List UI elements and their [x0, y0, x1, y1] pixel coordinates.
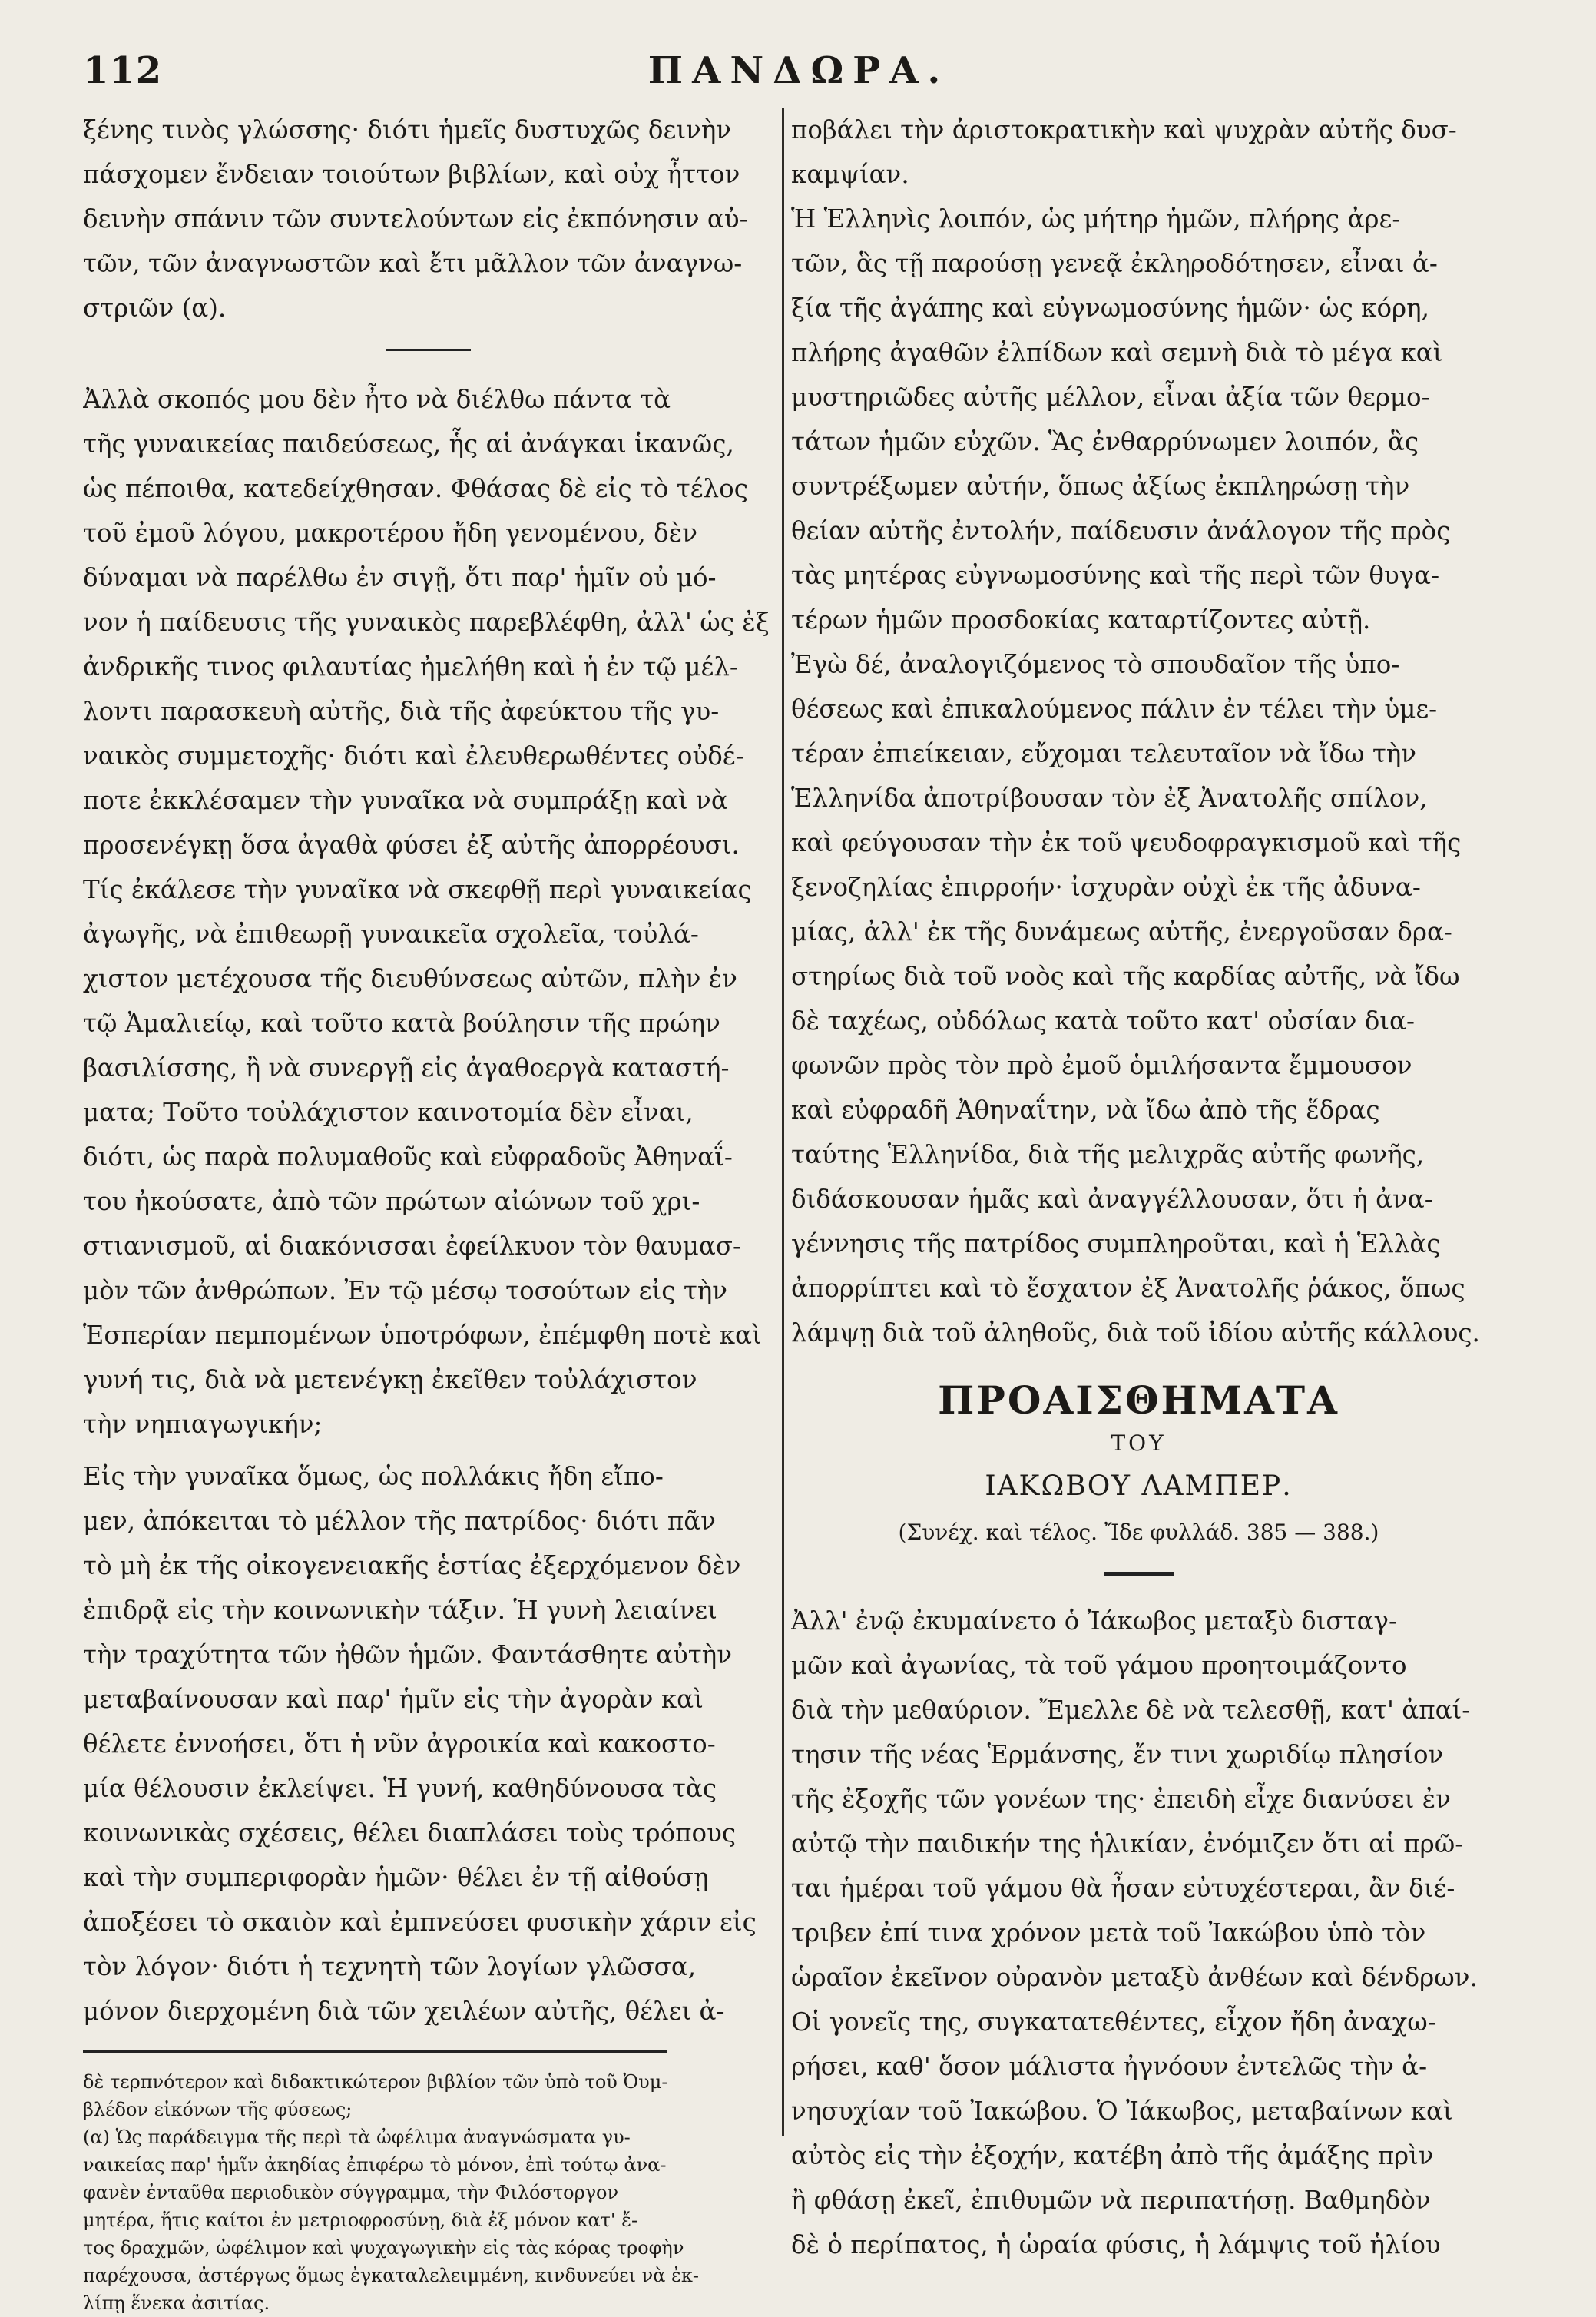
text-line: προσενέγκῃ ὅσα ἀγαθὰ φύσει ἐξ αὐτῆς ἀπορρέουσι. [83, 830, 740, 860]
ornament-rule [1104, 1572, 1174, 1576]
text-line: μεν, ἀπόκειται τὸ μέλλον τῆς πατρίδος· διότι πᾶν [83, 1507, 716, 1536]
text-line: τῆς ἐξοχῆς τῶν γονέων της· ἐπειδὴ εἶχε διανύσει ἐν [791, 1785, 1451, 1814]
text-line: μία θέλουσιν ἐκλείψει. Ἡ γυνή, καθηδύνουσα τὰς [83, 1774, 717, 1803]
footnote-line: ναικείας παρ' ἡμῖν ἀκηδίας ἐπιφέρω τὸ μόνον, ἐπὶ τούτῳ ἀνα- [83, 2154, 667, 2176]
text-line: Ἀλλὰ σκοπός μου δὲν ἦτο νὰ διέλθω πάντα τὰ [83, 385, 671, 414]
section-divider [386, 349, 471, 351]
text-line: ἢ φθάσῃ ἐκεῖ, ἐπιθυμῶν νὰ περιπατήσῃ. Βαθμηδὸν [791, 2186, 1431, 2215]
footnote-line: τος δραχμῶν, ὠφέλιμον καὶ ψυχαγωγικὴν εἰς τὰς κόρας τροφὴν [83, 2237, 684, 2259]
text-line: τὸν λόγον· διότι ἡ τεχνητὴ τῶν λογίων γλῶσσα, [83, 1952, 697, 1981]
footnote-line: λίπῃ ἕνεκα ἀσιτίας. [83, 2292, 270, 2314]
text-line: καμψίαν. [791, 160, 909, 189]
footnotes [83, 2068, 774, 2317]
right-column [791, 108, 1486, 2267]
text-line: ται ἡμέραι τοῦ γάμου θὰ ἦσαν εὐτυχέστεραι, ἂν διέ- [791, 1874, 1455, 1903]
text-line: Τίς ἐκάλεσε τὴν γυναῖκα νὰ σκεφθῇ περὶ γυναικείας [83, 875, 752, 904]
text-line: τάτων ἡμῶν εὐχῶν. Ἃς ἐνθαρρύνωμεν λοιπόν, ἃς [791, 427, 1419, 456]
column-rule [782, 108, 784, 2136]
text-line: ἀπορρίπτει καὶ τὸ ἔσχατον ἐξ Ἀνατολῆς ῥάκος, ὅπως [791, 1274, 1465, 1303]
text-line: καὶ τὴν συμπεριφορὰν ἡμῶν· θέλει ἐν τῇ αἰθούσῃ [83, 1863, 709, 1892]
text-line: τὸ μὴ ἐκ τῆς οἰκογενειακῆς ἑστίας ἐξερχόμενον δὲν [83, 1551, 741, 1580]
text-line: Ἑσπερίαν πεμπομένων ὑποτρόφων, ἐπέμφθη ποτὲ καὶ [83, 1321, 762, 1350]
footnote-line: (α) Ὡς παράδειγμα τῆς περὶ τὰ ὠφέλιμα ἀναγνώσματα γυ- [83, 2126, 631, 2148]
text-line: βασιλίσσης, ἢ νὰ συνεργῇ εἰς ἀγαθοεργὰ καταστή- [83, 1053, 730, 1082]
text-line: λοντι παρασκευὴ αὐτῆς, διὰ τῆς ἀφεύκτου τῆς γυ- [83, 697, 720, 726]
left-paragraph-1 [83, 108, 774, 330]
text-line: ὡραῖον ἐκεῖνον οὐρανὸν μεταξὺ ἀνθέων καὶ δένδρων. [791, 1963, 1478, 1992]
text-line: γυνή τις, διὰ νὰ μετενέγκῃ ἐκεῖθεν τοὐλάχιστον [83, 1365, 697, 1394]
section-author: ΙΑΚΩΒΟΥ ΛΑΜΠΕΡ. [985, 1470, 1293, 1502]
text-line: μίας, ἀλλ' ἐκ τῆς δυνάμεως αὐτῆς, ἐνεργοῦσαν δρα- [791, 917, 1452, 946]
text-line: ξενοζηλίας ἐπιρροήν· ἰσχυρὰν οὐχὶ ἐκ τῆς ἀδυνα- [791, 873, 1421, 902]
left-paragraph-2 [83, 377, 774, 1447]
page-number: 112 [83, 49, 163, 92]
page-header [77, 43, 1521, 97]
text-line: Οἱ γονεῖς της, συγκατατεθέντες, εἶχον ἤδη ἀναχω- [791, 2007, 1436, 2037]
footnote-line: βλέδον εἰκόνων τῆς φύσεως; [83, 2099, 353, 2120]
footnote-line: δὲ τερπνότερον καὶ διδακτικώτερον βιβλίον τῶν ὑπὸ τοῦ Ὀυμ- [83, 2071, 668, 2093]
text-line: θέλετε ἐννοήσει, ὅτι ἡ νῦν ἀγροικία καὶ κακοστο- [83, 1729, 716, 1758]
text-line: ξένης τινὸς γλώσσης· διότι ἡμεῖς δυστυχῶς δεινὴν [83, 115, 732, 144]
text-line: Ἑλληνίδα ἀποτρίβουσαν τὸν ἐξ Ἀνατολῆς σπίλον, [791, 784, 1428, 813]
text-line: μὸν τῶν ἀνθρώπων. Ἐν τῷ μέσῳ τοσούτων εἰς τὴν [83, 1276, 728, 1305]
text-line: συντρέξωμεν αὐτήν, ὅπως ἀξίως ἐκπληρώσῃ τὴν [791, 472, 1410, 501]
left-paragraph-3 [83, 1454, 774, 2034]
text-line: ἀνδρικῆς τινος φιλαυτίας ἠμελήθη καὶ ἡ ἐν τῷ μέλ- [83, 652, 738, 681]
text-line: μυστηριῶδες αὐτῆς μέλλον, εἶναι ἀξία τῶν θερμο- [791, 383, 1430, 412]
text-line: καὶ εὐφραδῆ Ἀθηναΐτην, νὰ ἴδω ἀπὸ τῆς ἕδρας [791, 1096, 1380, 1125]
text-line: αὐτῷ τὴν παιδικήν της ἡλικίαν, ἐνόμιζεν ὅτι αἱ πρῶ- [791, 1829, 1464, 1858]
text-line: Εἰς τὴν γυναῖκα ὅμως, ὡς πολλάκις ἤδη εἴπο- [83, 1462, 664, 1491]
text-line: πλήρης ἀγαθῶν ἐλπίδων καὶ σεμνὴ διὰ τὸ μέγα καὶ [791, 338, 1443, 367]
text-line: τὴν τραχύτητα τῶν ἠθῶν ἡμῶν. Φαντάσθητε αὐτὴν [83, 1640, 732, 1669]
text-line: καὶ φεύγουσαν τὴν ἐκ τοῦ ψευδοφραγκισμοῦ καὶ τῆς [791, 828, 1462, 857]
text-line: διὰ τὴν μεθαύριον. Ἔμελλε δὲ νὰ τελεσθῇ, κατ' ἀπαί- [791, 1695, 1471, 1725]
section-tou: ΤΟΥ [1111, 1430, 1167, 1456]
section-title: ΠΡΟΑΙΣΘΗΜΑΤΑ [938, 1377, 1339, 1423]
text-line: δὲ ὁ περίπατος, ἡ ὡραία φύσις, ἡ λάμψις τοῦ ἡλίου [791, 2230, 1441, 2259]
text-line: θείαν αὐτῆς ἐντολήν, παίδευσιν ἀνάλογον τῆς πρὸς [791, 516, 1451, 545]
footnote-line: μητέρα, ἥτις καίτοι ἐν μετριοφροσύνῃ, διὰ ἐξ μόνον κατ' ἔ- [83, 2209, 638, 2231]
text-line: ἀποξέσει τὸ σκαιὸν καὶ ἐμπνεύσει φυσικὴν χάριν εἰς [83, 1908, 757, 1937]
text-line: τέρων ἡμῶν προσδοκίας καταρτίζοντες αὐτῇ. [791, 605, 1371, 635]
left-column [83, 108, 774, 2317]
text-line: τῶν, ἃς τῇ παρούσῃ γενεᾷ ἐκληροδότησεν, εἶναι ἀ- [791, 249, 1438, 278]
text-line: αὐτὸς εἰς τὴν ἐξοχήν, κατέβη ἀπὸ τῆς ἀμάξης πρὶν [791, 2141, 1434, 2170]
text-line: Ἀλλ' ἐνῷ ἐκυμαίνετο ὁ Ἰάκωβος μεταξὺ δισταγ- [791, 1606, 1397, 1636]
text-line: χιστον μετέχουσα τῆς διευθύνσεως αὐτῶν, πλὴν ἐν [83, 964, 737, 993]
text-line: πάσχομεν ἔνδειαν τοιούτων βιβλίων, καὶ οὐχ ἧττον [83, 160, 740, 189]
right-paragraph-4 [791, 1599, 1486, 2267]
text-line: στηρίως διὰ τοῦ νοὸς καὶ τῆς καρδίας αὐτῆς, νὰ ἴδω [791, 962, 1460, 991]
text-line: νον ἡ παίδευσις τῆς γυναικὸς παρεβλέφθη, ἀλλ' ὡς ἐξ [83, 608, 770, 637]
text-line: γέννησις τῆς πατρίδος συμπληροῦται, καὶ ἡ Ἑλλὰς [791, 1229, 1441, 1258]
text-line: δύναμαι νὰ παρέλθω ἐν σιγῇ, ὅτι παρ' ἡμῖν οὐ μό- [83, 563, 717, 592]
footnote-line: παρέχουσα, ἀστέργως ὅμως ἐγκαταλελειμμένη, κινδυνεύει νὰ ἐκ- [83, 2265, 700, 2286]
text-line: Ἡ Ἑλληνὶς λοιπόν, ὡς μήτηρ ἡμῶν, πλήρης ἀρε- [791, 204, 1401, 234]
section-note: (Συνέχ. καὶ τέλος. Ἴδε φυλλάδ. 385 — 388.) [898, 1520, 1379, 1545]
text-line: τριβεν ἐπί τινα χρόνον μετὰ τοῦ Ἰακώβου ὑπὸ τὸν [791, 1918, 1426, 1947]
footnote-rule [83, 2050, 667, 2053]
text-line: νησυχίαν τοῦ Ἰακώβου. Ὁ Ἰάκωβος, μεταβαίνων καὶ [791, 2097, 1453, 2126]
text-line: ματα; Τοῦτο τοὐλάχιστον καινοτομία δὲν εἶναι, [83, 1098, 694, 1127]
text-line: μεταβαίνουσαν καὶ παρ' ἡμῖν εἰς τὴν ἀγορὰν καὶ [83, 1685, 704, 1714]
text-line: δεινὴν σπάνιν τῶν συντελούντων εἰς ἐκπόνησιν αὐ- [83, 204, 748, 234]
text-line: ταύτης Ἑλληνίδα, διὰ τῆς μελιχρᾶς αὐτῆς φωνῆς, [791, 1140, 1425, 1169]
text-line: ποβάλει τὴν ἀριστοκρατικὴν καὶ ψυχρὰν αὐτῆς δυσ- [791, 115, 1457, 144]
text-line: θέσεως καὶ ἐπικαλούμενος πάλιν ἐν τέλει τὴν ὑμε- [791, 694, 1438, 724]
text-line: ξία τῆς ἀγάπης καὶ εὐγνωμοσύνης ἡμῶν· ὡς κόρη, [791, 293, 1429, 323]
text-line: ποτε ἐκκλέσαμεν τὴν γυναῖκα νὰ συμπράξῃ καὶ νὰ [83, 786, 728, 815]
footnote-line: φανὲν ἐνταῦθα περιοδικὸν σύγγραμμα, τὴν Φιλόστοργον [83, 2182, 619, 2203]
text-line: φωνῶν πρὸς τὸν πρὸ ἐμοῦ ὁμιλήσαντα ἔμμουσον [791, 1051, 1412, 1080]
text-line: τῷ Ἀμαλιείῳ, καὶ τοῦτο κατὰ βούλησιν τῆς πρώην [83, 1009, 720, 1038]
text-line: διδάσκουσαν ἡμᾶς καὶ ἀναγγέλλουσαν, ὅτι ἡ ἀνα- [791, 1185, 1433, 1214]
running-title: ΠΑΝΔΩΡΑ. [647, 49, 950, 92]
text-line: ὡς πέποιθα, κατεδείχθησαν. Φθάσας δὲ εἰς τὸ τέλος [83, 474, 748, 503]
text-line: τησιν τῆς νέας Ἑρμάνσης, ἔν τινι χωριδίῳ πλησίον [791, 1740, 1444, 1769]
text-line: τὴν νηπιαγωγικήν; [83, 1410, 323, 1439]
right-paragraph-1 [791, 108, 1486, 197]
text-line: κοινωνικὰς σχέσεις, θέλει διαπλάσει τοὺς τρόπους [83, 1818, 737, 1848]
text-line: ρήσει, καθ' ὅσον μάλιστα ἠγνόουν ἐντελῶς τὴν ἀ- [791, 2052, 1428, 2081]
text-line: στριῶν (α). [83, 293, 227, 323]
right-paragraph-3 [791, 642, 1486, 1355]
text-line: τῆς γυναικείας παιδεύσεως, ἧς αἱ ἀνάγκαι ἱκανῶς, [83, 429, 734, 459]
text-line: μόνον διερχομένη διὰ τῶν χειλέων αὐτῆς, θέλει ἀ- [83, 1997, 725, 2026]
text-line: διότι, ὡς παρὰ πολυμαθοῦς καὶ εὐφραδοῦς Ἀθηναΐ- [83, 1142, 733, 1172]
text-line: ἀγωγῆς, νὰ ἐπιθεωρῇ γυναικεῖα σχολεῖα, τοὐλά- [83, 920, 699, 949]
text-line: ἐπιδρᾷ εἰς τὴν κοινωνικὴν τάξιν. Ἡ γυνὴ λειαίνει [83, 1596, 717, 1625]
text-line: τῶν, τῶν ἀναγνωστῶν καὶ ἔτι μᾶλλον τῶν ἀναγνω- [83, 249, 743, 278]
text-line: τοῦ ἐμοῦ λόγου, μακροτέρου ἤδη γενομένου, δὲν [83, 519, 697, 548]
text-line: μῶν καὶ ἀγωνίας, τὰ τοῦ γάμου προητοιμάζοντο [791, 1651, 1407, 1680]
text-line: του ἠκούσατε, ἀπὸ τῶν πρώτων αἰώνων τοῦ χρι- [83, 1187, 700, 1216]
text-line: ναικὸς συμμετοχῆς· διότι καὶ ἐλευθερωθέντες οὐδέ- [83, 741, 744, 771]
text-line: λάμψῃ διὰ τοῦ ἀληθοῦς, διὰ τοῦ ἰδίου αὐτῆς κάλλους. [791, 1318, 1480, 1347]
text-line: στιανισμοῦ, αἱ διακόνισσαι ἐφείλκυον τὸν θαυμασ- [83, 1231, 741, 1261]
text-line: τὰς μητέρας εὐγνωμοσύνης καὶ τῆς περὶ τῶν θυγα- [791, 561, 1440, 590]
text-line: δὲ ταχέως, οὐδόλως κατὰ τοῦτο κατ' οὐσίαν δια- [791, 1006, 1415, 1036]
section-heading [791, 1375, 1486, 1553]
text-line: τέραν ἐπιείκειαν, εὔχομαι τελευταῖον νὰ ἴδω τὴν [791, 739, 1417, 768]
right-paragraph-2 [791, 197, 1486, 642]
text-line: Ἐγὼ δέ, ἀναλογιζόμενος τὸ σπουδαῖον τῆς ὑπο- [791, 650, 1400, 679]
